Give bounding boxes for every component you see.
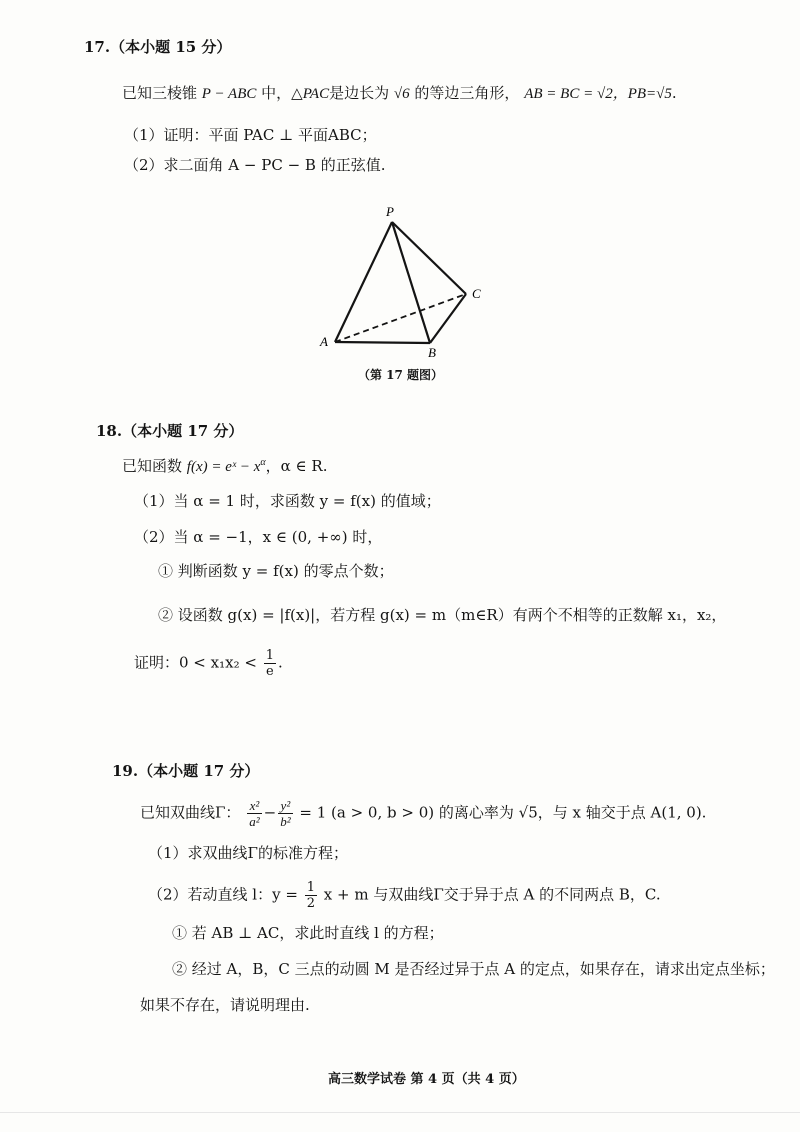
q18-part2: （2）当 α = −1，x ∈ (0, +∞) 时，	[134, 528, 383, 546]
q19-part2-prefix: （2）若动直线 l：y =	[148, 885, 298, 904]
vertex-label-b: B	[428, 345, 436, 360]
q19-sub1: ① 若 AB ⊥ AC，求此时直线 l 的方程；	[172, 924, 444, 942]
q18-proof	[134, 648, 283, 679]
q18-stem-exponent: α	[260, 457, 266, 468]
q19-minus: −	[263, 803, 277, 822]
q18-part1: （1）当 α = 1 时，求函数 y = f(x) 的值域；	[134, 492, 441, 510]
vertex-label-a: A	[320, 334, 328, 349]
q18-stem	[122, 452, 328, 478]
q18-stem-prefix: 已知函数	[122, 457, 183, 475]
q17-part2: （2）求二面角 A − PC − B 的正弦值.	[124, 156, 386, 174]
q17-stem-side: √6	[393, 86, 410, 102]
q18-proof-denominator: e	[266, 664, 274, 679]
q17-part1: （1）证明：平面 PAC ⊥ 平面ABC；	[124, 126, 377, 144]
q17-figure-caption: （第 17 题图）	[358, 368, 444, 382]
q19-stem	[140, 798, 706, 829]
q19-a2: a²	[249, 814, 260, 829]
q18-proof-end: .	[278, 653, 283, 672]
q17-tetrahedron-figure	[300, 200, 500, 360]
vertex-label-c: C	[472, 286, 481, 301]
q19-part1: （1）求双曲线Γ的标准方程；	[148, 844, 348, 862]
q18-stem-end: ，α ∈ R.	[265, 457, 328, 475]
q19-y2: y²	[278, 798, 292, 814]
q19-part2-fraction	[305, 880, 317, 911]
q19-header: 19.（本小题 17 分）	[112, 762, 260, 780]
q19-sub2-cont: 如果不存在，请说明理由.	[140, 996, 310, 1014]
q19-part2	[148, 880, 661, 911]
q18-proof-numerator: 1	[265, 648, 274, 663]
q19-x2: x²	[247, 798, 261, 814]
q17-stem-end: .	[671, 84, 677, 102]
q17-stem-mid: 中，△	[261, 84, 303, 102]
q17-stem-pb: ，PB=√5	[612, 86, 672, 102]
q18-sub2: ② 设函数 g(x) = |f(x)|，若方程 g(x) = m（m∈R）有两个不相等的正数解 x₁，x₂，	[158, 606, 727, 624]
q18-header: 18.（本小题 17 分）	[96, 422, 244, 440]
q17-stem	[122, 82, 677, 105]
q19-part2-numerator: 1	[306, 880, 315, 895]
q17-stem-mid3: 的等边三角形，	[414, 84, 520, 102]
page-footer: 高三数学试卷 第 4 页（共 4 页）	[328, 1072, 525, 1087]
vertex-label-p: P	[386, 204, 394, 219]
edge-ab	[335, 342, 430, 343]
q19-y-fraction	[278, 798, 292, 829]
q19-x-fraction	[247, 798, 261, 829]
q18-sub1: ① 判断函数 y = f(x) 的零点个数；	[158, 562, 394, 580]
q18-proof-fraction	[264, 648, 276, 679]
q19-stem-prefix: 已知双曲线Γ：	[140, 803, 241, 822]
q19-stem-rest: = 1 (a > 0, b > 0) 的离心率为 √5，与 x 轴交于点 A(1, 0).	[299, 803, 707, 822]
q17-stem-prefix: 已知三棱锥	[122, 84, 198, 102]
q17-stem-tetrahedron: P − ABC	[201, 86, 257, 102]
page-bottom-rule	[0, 1112, 800, 1113]
q19-sub2: ② 经过 A，B，C 三点的动圆 M 是否经过异于点 A 的定点，如果存在，请求出定点坐标；	[172, 960, 775, 978]
q17-stem-ab-bc: AB = BC = √2	[524, 86, 613, 102]
q19-part2-denominator: 2	[306, 896, 315, 911]
q17-stem-triangle: PAC	[302, 86, 330, 102]
q18-proof-prefix: 证明：0 < x₁x₂ <	[134, 653, 257, 672]
q19-part2-rest: x + m 与双曲线Γ交于异于点 A 的不同两点 B，C.	[323, 885, 661, 904]
q18-stem-function: f(x) = eˣ − x	[186, 459, 261, 475]
q17-header: 17.（本小题 15 分）	[84, 38, 232, 56]
q17-stem-mid2: 是边长为	[329, 84, 390, 102]
q19-b2: b²	[280, 814, 291, 829]
